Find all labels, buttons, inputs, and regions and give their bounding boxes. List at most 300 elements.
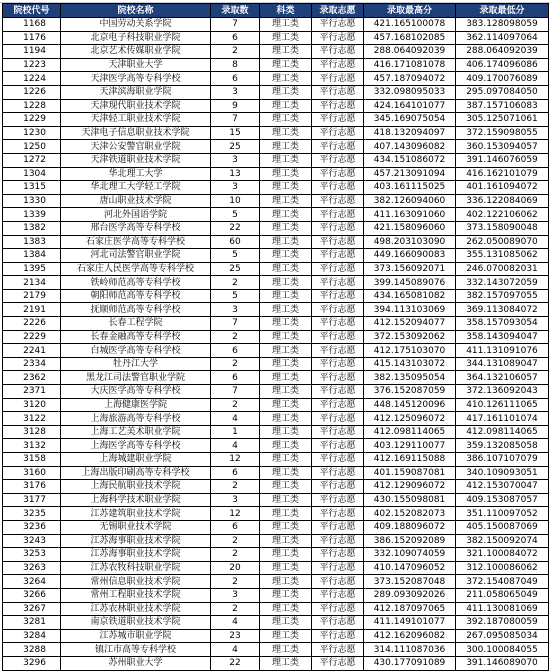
school-code-cell: 1224 <box>3 72 61 86</box>
category-cell: 理工类 <box>260 656 312 670</box>
admit-count-cell: 2 <box>211 480 260 494</box>
school-code-cell: 3288 <box>3 643 61 657</box>
preference-cell: 平行志愿 <box>312 575 364 589</box>
category-cell: 理工类 <box>260 548 312 562</box>
min-score-cell: 412.098114065 <box>456 425 549 439</box>
preference-cell: 平行志愿 <box>312 520 364 534</box>
admit-count-cell: 3 <box>211 181 260 195</box>
category-cell: 理工类 <box>260 371 312 385</box>
school-name-cell: 朝阳师范高等专科学校 <box>61 289 211 303</box>
max-score-cell: 289.093092026 <box>364 588 456 602</box>
school-code-cell: 2226 <box>3 317 61 331</box>
max-score-cell: 415.143103072 <box>364 357 456 371</box>
preference-cell: 平行志愿 <box>312 167 364 181</box>
school-code-cell: 3160 <box>3 466 61 480</box>
category-cell: 理工类 <box>260 194 312 208</box>
admit-count-cell: 5 <box>211 208 260 222</box>
min-score-cell: 405.150087069 <box>456 520 549 534</box>
school-code-cell: 2179 <box>3 289 61 303</box>
category-cell: 理工类 <box>260 412 312 426</box>
school-name-cell: 天津铁道职业技术学院 <box>61 153 211 167</box>
table-row <box>3 181 549 195</box>
table-row <box>3 480 549 494</box>
school-code-cell: 1304 <box>3 167 61 181</box>
preference-cell: 平行志愿 <box>312 249 364 263</box>
min-score-cell: 295.097084050 <box>456 85 549 99</box>
table-row <box>3 330 549 344</box>
preference-cell: 平行志愿 <box>312 493 364 507</box>
min-score-cell: 372.159098055 <box>456 126 549 140</box>
table-row <box>3 85 549 99</box>
school-name-cell: 江苏海事职业技术学院 <box>61 548 211 562</box>
category-cell: 理工类 <box>260 126 312 140</box>
table-row <box>3 507 549 521</box>
min-score-cell: 364.132106057 <box>456 371 549 385</box>
table-row <box>3 616 549 630</box>
school-name-cell: 上海科学技术职业学院 <box>61 493 211 507</box>
min-score-cell: 300.100084055 <box>456 643 549 657</box>
school-code-cell: 3296 <box>3 656 61 670</box>
max-score-cell: 430.155098081 <box>364 493 456 507</box>
max-score-cell: 376.152087059 <box>364 385 456 399</box>
max-score-cell: 288.064092039 <box>364 45 456 59</box>
min-score-cell: 391.146089070 <box>456 656 549 670</box>
preference-cell: 平行志愿 <box>312 31 364 45</box>
max-score-cell: 399.145089076 <box>364 276 456 290</box>
school-code-cell: 1383 <box>3 235 61 249</box>
preference-cell: 平行志愿 <box>312 113 364 127</box>
preference-cell: 平行志愿 <box>312 643 364 657</box>
preference-cell: 平行志愿 <box>312 194 364 208</box>
school-name-cell: 上海工艺美术职业学院 <box>61 425 211 439</box>
preference-cell: 平行志愿 <box>312 412 364 426</box>
category-cell: 理工类 <box>260 493 312 507</box>
category-cell: 理工类 <box>260 588 312 602</box>
preference-cell: 平行志愿 <box>312 140 364 154</box>
preference-cell: 平行志愿 <box>312 58 364 72</box>
admit-count-cell: 15 <box>211 126 260 140</box>
admit-count-cell: 25 <box>211 140 260 154</box>
preference-cell: 平行志愿 <box>312 262 364 276</box>
max-score-cell: 498.203103090 <box>364 235 456 249</box>
admit-count-cell: 5 <box>211 289 260 303</box>
admit-count-cell: 3 <box>211 85 260 99</box>
admit-count-cell: 2 <box>211 398 260 412</box>
min-score-cell: 211.058065049 <box>456 588 549 602</box>
preference-cell: 平行志愿 <box>312 548 364 562</box>
category-cell: 理工类 <box>260 629 312 643</box>
table-row <box>3 317 549 331</box>
school-name-cell: 华北理工大学 <box>61 167 211 181</box>
school-code-cell: 2134 <box>3 276 61 290</box>
school-name-cell: 上海医学高等专科学校 <box>61 439 211 453</box>
min-score-cell: 305.125071061 <box>456 113 549 127</box>
category-cell: 理工类 <box>260 276 312 290</box>
min-score-cell: 392.187080059 <box>456 616 549 630</box>
min-score-cell: 246.070082031 <box>456 262 549 276</box>
category-cell: 理工类 <box>260 344 312 358</box>
table-row <box>3 31 549 45</box>
admit-count-cell: 60 <box>211 235 260 249</box>
min-score-cell: 402.122106062 <box>456 208 549 222</box>
school-name-cell: 天津公安警官职业学院 <box>61 140 211 154</box>
school-name-cell: 江苏建筑职业技术学院 <box>61 507 211 521</box>
school-code-cell: 3253 <box>3 548 61 562</box>
min-score-cell: 417.161101074 <box>456 412 549 426</box>
school-code-cell: 2229 <box>3 330 61 344</box>
category-cell: 理工类 <box>260 357 312 371</box>
table-row <box>3 221 549 235</box>
school-name-cell: 河北外国语学院 <box>61 208 211 222</box>
admit-count-cell: 6 <box>211 344 260 358</box>
admit-count-cell: 2 <box>211 45 260 59</box>
category-cell: 理工类 <box>260 113 312 127</box>
admit-count-cell: 22 <box>211 656 260 670</box>
table-row <box>3 344 549 358</box>
school-code-cell: 2334 <box>3 357 61 371</box>
school-code-cell: 3263 <box>3 561 61 575</box>
max-score-cell: 332.098095033 <box>364 85 456 99</box>
category-cell: 理工类 <box>260 85 312 99</box>
table-row <box>3 303 549 317</box>
preference-cell: 平行志愿 <box>312 453 364 467</box>
admit-count-cell: 2 <box>211 575 260 589</box>
table-row <box>3 371 549 385</box>
preference-cell: 平行志愿 <box>312 602 364 616</box>
school-code-cell: 1384 <box>3 249 61 263</box>
category-cell: 理工类 <box>260 221 312 235</box>
min-score-cell: 410.126111065 <box>456 398 549 412</box>
table-body <box>3 18 549 671</box>
admit-count-cell: 3 <box>211 153 260 167</box>
preference-cell: 平行志愿 <box>312 235 364 249</box>
school-code-cell: 1339 <box>3 208 61 222</box>
preference-cell: 平行志愿 <box>312 330 364 344</box>
max-score-cell: 412.098114065 <box>364 425 456 439</box>
min-score-cell: 416.162101079 <box>456 167 549 181</box>
school-code-cell: 3243 <box>3 534 61 548</box>
category-cell: 理工类 <box>260 425 312 439</box>
min-score-cell: 332.143072059 <box>456 276 549 290</box>
school-name-cell: 铁岭师范高等专科学校 <box>61 276 211 290</box>
min-score-cell: 382.157097055 <box>456 289 549 303</box>
table-row <box>3 425 549 439</box>
max-score-cell: 434.151086072 <box>364 153 456 167</box>
preference-cell: 平行志愿 <box>312 99 364 113</box>
preference-cell: 平行志愿 <box>312 344 364 358</box>
max-score-cell: 410.147096052 <box>364 561 456 575</box>
school-name-cell: 黑龙江司法警官职业学院 <box>61 371 211 385</box>
admit-count-cell: 20 <box>211 561 260 575</box>
min-score-cell: 369.113084072 <box>456 303 549 317</box>
max-score-cell: 412.187097065 <box>364 602 456 616</box>
preference-cell: 平行志愿 <box>312 317 364 331</box>
category-cell: 理工类 <box>260 466 312 480</box>
max-score-cell: 394.113103069 <box>364 303 456 317</box>
admit-count-cell: 6 <box>211 520 260 534</box>
table-row <box>3 72 549 86</box>
max-score-cell: 418.132094097 <box>364 126 456 140</box>
preference-cell: 平行志愿 <box>312 181 364 195</box>
school-name-cell: 江苏农牧科技职业学院 <box>61 561 211 575</box>
admit-count-cell: 4 <box>211 412 260 426</box>
admit-count-cell: 22 <box>211 221 260 235</box>
admit-count-cell: 7 <box>211 18 260 32</box>
admit-count-cell: 5 <box>211 249 260 263</box>
admit-count-cell: 2 <box>211 357 260 371</box>
table-row <box>3 548 549 562</box>
admit-count-cell: 7 <box>211 317 260 331</box>
category-cell: 理工类 <box>260 208 312 222</box>
school-name-cell: 抚顺师范高等专科学校 <box>61 303 211 317</box>
school-code-cell: 1228 <box>3 99 61 113</box>
school-name-cell: 邢台医学高等专科学校 <box>61 221 211 235</box>
school-code-cell: 3132 <box>3 439 61 453</box>
max-score-cell: 421.165100078 <box>364 18 456 32</box>
table-row <box>3 385 549 399</box>
header-category: 科类 <box>260 4 312 18</box>
category-cell: 理工类 <box>260 602 312 616</box>
table-row <box>3 588 549 602</box>
max-score-cell: 457.168102085 <box>364 31 456 45</box>
min-score-cell: 383.128098059 <box>456 18 549 32</box>
header-max-score: 录取最高分 <box>364 4 456 18</box>
school-name-cell: 江苏海事职业技术学院 <box>61 534 211 548</box>
category-cell: 理工类 <box>260 167 312 181</box>
max-score-cell: 345.169075054 <box>364 113 456 127</box>
header-min-score: 录取最低分 <box>456 4 549 18</box>
table-row <box>3 262 549 276</box>
school-code-cell: 3281 <box>3 616 61 630</box>
table-row <box>3 357 549 371</box>
school-code-cell: 1230 <box>3 126 61 140</box>
table-row <box>3 249 549 263</box>
school-code-cell: 3122 <box>3 412 61 426</box>
admit-count-cell: 4 <box>211 616 260 630</box>
school-name-cell: 上海健康医学院 <box>61 398 211 412</box>
school-code-cell: 3236 <box>3 520 61 534</box>
table-row <box>3 453 549 467</box>
max-score-cell: 402.152082073 <box>364 507 456 521</box>
table-row <box>3 126 549 140</box>
preference-cell: 平行志愿 <box>312 480 364 494</box>
table-row <box>3 643 549 657</box>
min-score-cell: 382.150092074 <box>456 534 549 548</box>
min-score-cell: 411.130081069 <box>456 602 549 616</box>
category-cell: 理工类 <box>260 72 312 86</box>
school-code-cell: 1395 <box>3 262 61 276</box>
school-name-cell: 牡丹江大学 <box>61 357 211 371</box>
preference-cell: 平行志愿 <box>312 18 364 32</box>
category-cell: 理工类 <box>260 249 312 263</box>
preference-cell: 平行志愿 <box>312 276 364 290</box>
admit-count-cell: 4 <box>211 643 260 657</box>
school-name-cell: 华北理工大学轻工学院 <box>61 181 211 195</box>
table-row <box>3 412 549 426</box>
school-name-cell: 天津职业大学 <box>61 58 211 72</box>
preference-cell: 平行志愿 <box>312 126 364 140</box>
school-name-cell: 天津轻工职业技术学院 <box>61 113 211 127</box>
max-score-cell: 412.125096072 <box>364 412 456 426</box>
table-row <box>3 235 549 249</box>
table-row <box>3 194 549 208</box>
min-score-cell: 321.100084072 <box>456 548 549 562</box>
admit-count-cell: 23 <box>211 629 260 643</box>
admit-count-cell: 4 <box>211 439 260 453</box>
admit-count-cell: 12 <box>211 453 260 467</box>
school-name-cell: 北京电子科技职业学院 <box>61 31 211 45</box>
header-school-name: 院校名称 <box>61 4 211 18</box>
category-cell: 理工类 <box>260 561 312 575</box>
school-name-cell: 无锡职业技术学院 <box>61 520 211 534</box>
preference-cell: 平行志愿 <box>312 208 364 222</box>
school-name-cell: 长春金融高等专科学校 <box>61 330 211 344</box>
preference-cell: 平行志愿 <box>312 289 364 303</box>
admit-count-cell: 2 <box>211 534 260 548</box>
min-score-cell: 387.157106083 <box>456 99 549 113</box>
header-admit-count: 录取数 <box>211 4 260 18</box>
school-code-cell: 3177 <box>3 493 61 507</box>
max-score-cell: 411.149101077 <box>364 616 456 630</box>
school-code-cell: 3266 <box>3 588 61 602</box>
school-code-cell: 1229 <box>3 113 61 127</box>
table-row <box>3 493 549 507</box>
table-row <box>3 561 549 575</box>
max-score-cell: 386.152092089 <box>364 534 456 548</box>
max-score-cell: 412.162096082 <box>364 629 456 643</box>
school-name-cell: 镇江市高等专科学校 <box>61 643 211 657</box>
admit-count-cell: 12 <box>211 507 260 521</box>
preference-cell: 平行志愿 <box>312 466 364 480</box>
preference-cell: 平行志愿 <box>312 371 364 385</box>
admit-count-cell: 9 <box>211 99 260 113</box>
school-code-cell: 3284 <box>3 629 61 643</box>
max-score-cell: 412.175103070 <box>364 344 456 358</box>
admit-count-cell: 13 <box>211 167 260 181</box>
category-cell: 理工类 <box>260 385 312 399</box>
school-name-cell: 天津电子信息职业技术学院 <box>61 126 211 140</box>
admit-count-cell: 7 <box>211 113 260 127</box>
category-cell: 理工类 <box>260 31 312 45</box>
category-cell: 理工类 <box>260 575 312 589</box>
admit-count-cell: 6 <box>211 72 260 86</box>
preference-cell: 平行志愿 <box>312 507 364 521</box>
category-cell: 理工类 <box>260 398 312 412</box>
school-code-cell: 3235 <box>3 507 61 521</box>
school-name-cell: 上海民航职业技术学院 <box>61 480 211 494</box>
min-score-cell: 312.100086062 <box>456 561 549 575</box>
max-score-cell: 430.177091089 <box>364 656 456 670</box>
preference-cell: 平行志愿 <box>312 45 364 59</box>
school-name-cell: 唐山职业技术学院 <box>61 194 211 208</box>
category-cell: 理工类 <box>260 99 312 113</box>
admit-count-cell: 1 <box>211 425 260 439</box>
category-cell: 理工类 <box>260 534 312 548</box>
school-code-cell: 1176 <box>3 31 61 45</box>
school-code-cell: 2362 <box>3 371 61 385</box>
min-score-cell: 386.107107079 <box>456 453 549 467</box>
school-code-cell: 3176 <box>3 480 61 494</box>
school-name-cell: 天津现代职业技术学院 <box>61 99 211 113</box>
school-name-cell: 中国劳动关系学院 <box>61 18 211 32</box>
admit-count-cell: 8 <box>211 58 260 72</box>
table-row <box>3 113 549 127</box>
school-name-cell: 南京铁道职业技术学院 <box>61 616 211 630</box>
min-score-cell: 288.064092039 <box>456 45 549 59</box>
table-row <box>3 656 549 670</box>
max-score-cell: 412.152094077 <box>364 317 456 331</box>
category-cell: 理工类 <box>260 317 312 331</box>
category-cell: 理工类 <box>260 439 312 453</box>
school-code-cell: 1272 <box>3 153 61 167</box>
admission-table <box>2 3 549 671</box>
admit-count-cell: 6 <box>211 466 260 480</box>
preference-cell: 平行志愿 <box>312 221 364 235</box>
min-score-cell: 336.122084069 <box>456 194 549 208</box>
min-score-cell: 362.114097064 <box>456 31 549 45</box>
min-score-cell: 358.157093054 <box>456 317 549 331</box>
preference-cell: 平行志愿 <box>312 629 364 643</box>
header-row <box>3 4 549 18</box>
min-score-cell: 344.131089047 <box>456 357 549 371</box>
table-row <box>3 18 549 32</box>
admit-count-cell: 3 <box>211 588 260 602</box>
school-name-cell: 上海城建职业学院 <box>61 453 211 467</box>
school-code-cell: 3264 <box>3 575 61 589</box>
admit-count-cell: 7 <box>211 385 260 399</box>
school-code-cell: 3128 <box>3 425 61 439</box>
table-row <box>3 534 549 548</box>
table-row <box>3 167 549 181</box>
min-score-cell: 373.158090048 <box>456 221 549 235</box>
preference-cell: 平行志愿 <box>312 588 364 602</box>
max-score-cell: 448.145120096 <box>364 398 456 412</box>
preference-cell: 平行志愿 <box>312 656 364 670</box>
preference-cell: 平行志愿 <box>312 561 364 575</box>
category-cell: 理工类 <box>260 262 312 276</box>
min-score-cell: 406.174096086 <box>456 58 549 72</box>
school-code-cell: 1168 <box>3 18 61 32</box>
school-name-cell: 天津医学高等专科学校 <box>61 72 211 86</box>
max-score-cell: 411.163091060 <box>364 208 456 222</box>
preference-cell: 平行志愿 <box>312 85 364 99</box>
admit-count-cell: 3 <box>211 493 260 507</box>
table-row <box>3 439 549 453</box>
preference-cell: 平行志愿 <box>312 153 364 167</box>
table-row <box>3 466 549 480</box>
category-cell: 理工类 <box>260 616 312 630</box>
school-name-cell: 江苏城市职业学院 <box>61 629 211 643</box>
school-code-cell: 3158 <box>3 453 61 467</box>
table-row <box>3 45 549 59</box>
admit-count-cell: 2 <box>211 330 260 344</box>
category-cell: 理工类 <box>260 520 312 534</box>
admit-count-cell: 10 <box>211 194 260 208</box>
min-score-cell: 409.170076089 <box>456 72 549 86</box>
preference-cell: 平行志愿 <box>312 616 364 630</box>
school-name-cell: 大庆医学高等专科学校 <box>61 385 211 399</box>
max-score-cell: 449.166090083 <box>364 249 456 263</box>
min-score-cell: 372.154087049 <box>456 575 549 589</box>
min-score-cell: 412.153070047 <box>456 480 549 494</box>
max-score-cell: 434.165081082 <box>364 289 456 303</box>
category-cell: 理工类 <box>260 289 312 303</box>
category-cell: 理工类 <box>260 18 312 32</box>
school-name-cell: 长春工程学院 <box>61 317 211 331</box>
preference-cell: 平行志愿 <box>312 72 364 86</box>
table-row <box>3 520 549 534</box>
school-code-cell: 1382 <box>3 221 61 235</box>
